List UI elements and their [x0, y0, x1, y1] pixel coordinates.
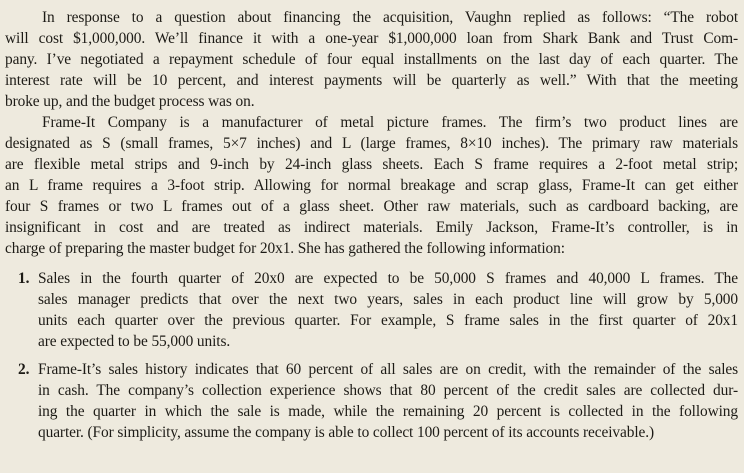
text-line: will cost $1,000,000. We’ll finance it with a one-year $1,000,000 loan from Shark Bank and Trust Com- — [5, 30, 738, 47]
text-line: an L frame requires a 3-foot strip. Allowing for normal breakage and scrap glass, Frame-It can get either — [5, 177, 738, 194]
numbered-list — [5, 268, 738, 443]
text-line: in cash. The company’s collection experience shows that 80 percent of the credit sales are collected dur- — [38, 382, 738, 399]
text-line: are expected to be 55,000 units. — [38, 333, 231, 350]
text-line: Frame-It’s sales history indicates that 60 percent of all sales are on credit, with the remainder of the sales — [38, 361, 738, 378]
text-line: broke up, and the budget process was on. — [5, 93, 255, 110]
text-line: pany. I’ve negotiated a repayment schedule of four equal installments on the last day of each quarter. The — [5, 51, 738, 68]
text-line: are flexible metal strips and 9-inch by 24-inch glass sheets. Each S frame requires a 2-foot metal strip; — [5, 156, 738, 173]
text-line: In response to a question about financing the acquisition, Vaughn replied as follows: “The robot — [42, 9, 738, 26]
paragraph-frame-it-intro — [5, 112, 738, 259]
paragraph-financing — [5, 7, 738, 112]
list-item-1-sales-forecast — [5, 268, 738, 352]
list-item-number: 2. — [18, 361, 30, 378]
list-item-number: 1. — [18, 270, 30, 287]
text-line: designated as S (small frames, 5×7 inches) and L (large frames, 8×10 inches). The primary raw materials — [5, 135, 738, 152]
text-line: Sales in the fourth quarter of 20x0 are expected to be 50,000 S frames and 40,000 L frames. The — [38, 270, 738, 287]
text-line: ing the quarter in which the sale is made, while the remaining 20 percent is collected in the following — [38, 403, 738, 420]
text-line: quarter. (For simplicity, assume the company is able to collect 100 percent of its accounts receivable.) — [38, 424, 654, 441]
text-line: sales manager predicts that over the next two years, sales in each product line will grow by 5,000 — [38, 291, 738, 308]
text-line: interest rate will be 10 percent, and interest payments will be quarterly as well.” With that the meeting — [5, 72, 738, 89]
text-line: units each quarter over the previous quarter. For example, S frame sales in the first quarter of 20x1 — [38, 312, 738, 329]
text-line: four S frames or two L frames out of a glass sheet. Other raw materials, such as cardboard backing, are — [5, 198, 738, 215]
text-line: charge of preparing the master budget for 20x1. She has gathered the following information: — [5, 240, 565, 257]
text-line: insignificant in cost and are treated as indirect materials. Emily Jackson, Frame-It’s controller, is in — [5, 219, 738, 236]
text-line: Frame-It Company is a manufacturer of metal picture frames. The firm’s two product lines are — [42, 114, 738, 131]
list-item-2-sales-history — [5, 359, 738, 443]
